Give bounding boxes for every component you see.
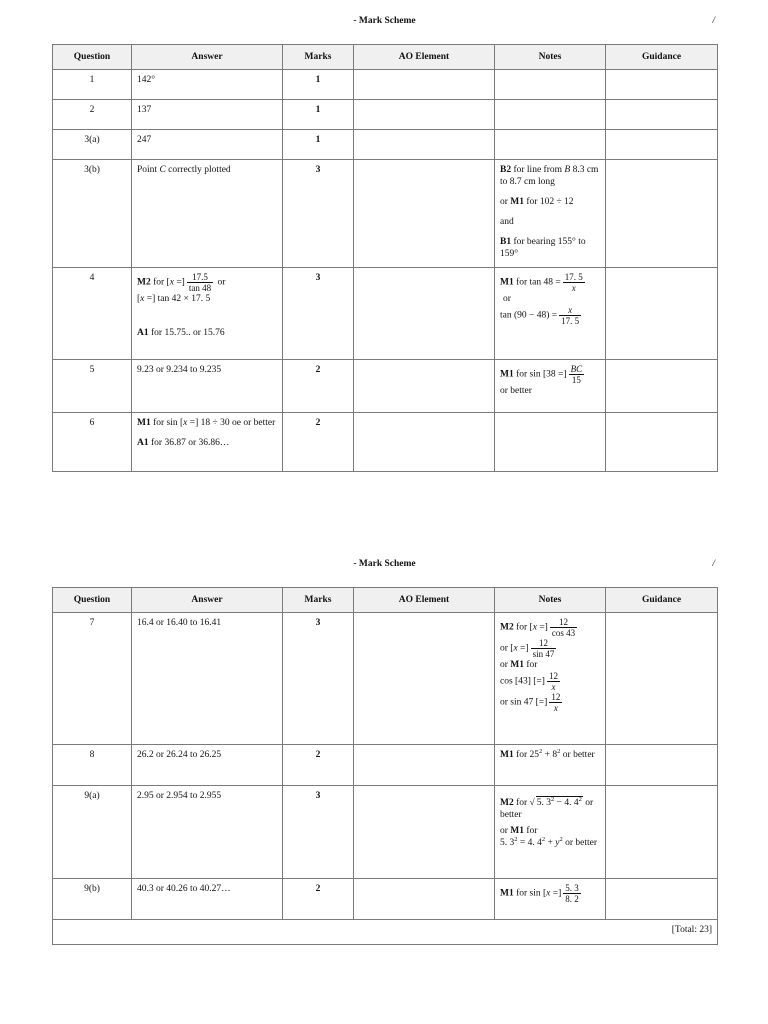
table-row: [53, 160, 718, 268]
question-cell: 3(b): [53, 160, 132, 268]
guidance-cell: [606, 160, 718, 268]
table-row: [53, 745, 718, 786]
question-cell: 7: [53, 613, 132, 745]
ao-cell: [354, 268, 495, 360]
guidance-cell: [606, 613, 718, 745]
ao-cell: [354, 100, 495, 130]
table-row: [53, 70, 718, 100]
notes-cell: M1 for tan 48 = $\frac{17. 5}{x}$ or tan (90 − 48) = $\frac{x}{17. 5}$: [495, 268, 606, 360]
col-header-marks: Marks: [283, 588, 354, 613]
marks-cell: 3: [283, 786, 354, 879]
table-row: [53, 130, 718, 160]
ao-cell: [354, 786, 495, 879]
square-root: 5. $3^2 - 4$. $4^2$: [536, 795, 582, 808]
answer-cell: 26.2 or 26.24 to 26.25: [132, 745, 283, 786]
guidance-cell: [606, 268, 718, 360]
marks-cell: 2: [283, 745, 354, 786]
notes-cell: M1 for sin [38 =] $\frac{BC}{15}$ or better: [495, 360, 606, 413]
col-header-guidance: Guidance: [606, 588, 718, 613]
page-title: - Mark Scheme: [353, 559, 416, 569]
marks-cell: 3: [283, 268, 354, 360]
question-cell: 9(b): [53, 879, 132, 920]
notes-cell: [495, 100, 606, 130]
guidance-cell: [606, 413, 718, 472]
col-header-answer: Answer: [132, 45, 283, 70]
page-number: /: [712, 559, 715, 569]
ao-cell: [354, 613, 495, 745]
marks-cell: 2: [283, 413, 354, 472]
col-header-answer: Answer: [132, 588, 283, 613]
answer-cell: 9.23 or 9.234 to 9.235: [132, 360, 283, 413]
table-header-row: [53, 45, 718, 70]
table-row: [53, 786, 718, 879]
answer-cell: 247: [132, 130, 283, 160]
answer-cell: M1 for sin [x =] 18 ÷ 30 oe or better A1 for 36.87 or 36.86…: [132, 413, 283, 472]
table-row: [53, 360, 718, 413]
fraction: $\frac{12}{\cos 43}$: [551, 617, 576, 638]
guidance-cell: [606, 786, 718, 879]
ao-cell: [354, 360, 495, 413]
question-cell: 5: [53, 360, 132, 413]
fraction: $\frac{12}{x}$: [548, 671, 558, 692]
answer-cell: M2 for [x =] $\frac{17.5}{\tan 48}$ or [x =] tan 42 × 17. 5 A1 for 15.75.. or 15.76: [132, 268, 283, 360]
ao-cell: [354, 160, 495, 268]
question-cell: 6: [53, 413, 132, 472]
table-row: [53, 879, 718, 920]
question-cell: 1: [53, 70, 132, 100]
answer-cell: 2.95 or 2.954 to 2.955: [132, 786, 283, 879]
mark-scheme-table-2: [52, 587, 718, 945]
ao-cell: [354, 70, 495, 100]
guidance-cell: [606, 879, 718, 920]
question-cell: 4: [53, 268, 132, 360]
question-cell: 9(a): [53, 786, 132, 879]
answer-cell: Point C correctly plotted: [132, 160, 283, 268]
total-row: [53, 920, 718, 945]
page-header-2: [52, 559, 717, 573]
col-header-ao-element: AO Element: [354, 588, 495, 613]
answer-cell: 142°: [132, 70, 283, 100]
question-cell: 2: [53, 100, 132, 130]
total-marks: [Total: 23]: [53, 920, 718, 945]
col-header-marks: Marks: [283, 45, 354, 70]
notes-cell: M2 for √ 5. $3^2 - 4$. $4^2$ or better or M1 for 5. $3^2 = 4$. $4^2 + y^2$ or better: [495, 786, 606, 879]
question-cell: 3(a): [53, 130, 132, 160]
notes-cell: [495, 413, 606, 472]
question-cell: 8: [53, 745, 132, 786]
ao-cell: [354, 413, 495, 472]
fraction: $\frac{5. 3}{8. 2}$: [565, 883, 579, 904]
answer-cell: 137: [132, 100, 283, 130]
fraction: $\frac{17.5}{\tan 48}$: [188, 272, 212, 293]
col-header-guidance: Guidance: [606, 45, 718, 70]
answer-cell: 16.4 or 16.40 to 16.41: [132, 613, 283, 745]
fraction: $\frac{BC}{15}$: [570, 364, 583, 385]
fraction: $\frac{17. 5}{x}$: [564, 272, 583, 293]
notes-cell: M2 for [x =] $\frac{12}{\cos 43}$ or [x =] $\frac{12}{\sin 47}$ or M1 for cos [43] [=] $\frac{12}{x}$ or sin 47 [=] $\frac{12}{x}$: [495, 613, 606, 745]
col-header-notes: Notes: [495, 588, 606, 613]
col-header-ao-element: AO Element: [354, 45, 495, 70]
marks-cell: 1: [283, 100, 354, 130]
col-header-notes: Notes: [495, 45, 606, 70]
marks-cell: 1: [283, 70, 354, 100]
marks-cell: 1: [283, 130, 354, 160]
marks-cell: 3: [283, 613, 354, 745]
table-row: [53, 268, 718, 360]
ao-cell: [354, 745, 495, 786]
guidance-cell: [606, 745, 718, 786]
page-title: - Mark Scheme: [353, 16, 416, 26]
marks-cell: 3: [283, 160, 354, 268]
col-header-question: Question: [53, 45, 132, 70]
notes-cell: B2 for line from B 8.3 cm to 8.7 cm long or M1 for 102 ÷ 12 and B1 for bearing 155° to 159°: [495, 160, 606, 268]
notes-cell: [495, 130, 606, 160]
table-header-row: [53, 588, 718, 613]
fraction: $\frac{12}{x}$: [551, 692, 561, 713]
page-header-1: [52, 16, 717, 30]
ao-cell: [354, 130, 495, 160]
mark-scheme-table-1: [52, 44, 718, 472]
marks-cell: 2: [283, 360, 354, 413]
table-row: [53, 613, 718, 745]
table-row: [53, 100, 718, 130]
guidance-cell: [606, 70, 718, 100]
notes-cell: [495, 70, 606, 100]
guidance-cell: [606, 360, 718, 413]
notes-cell: M1 for $25^2 + 8^2$ or better: [495, 745, 606, 786]
notes-cell: M1 for sin [x =] $\frac{5. 3}{8. 2}$: [495, 879, 606, 920]
page-number: /: [712, 16, 715, 26]
ao-cell: [354, 879, 495, 920]
answer-cell: 40.3 or 40.26 to 40.27…: [132, 879, 283, 920]
col-header-question: Question: [53, 588, 132, 613]
table-row: [53, 413, 718, 472]
guidance-cell: [606, 130, 718, 160]
fraction: $\frac{12}{\sin 47}$: [532, 638, 555, 659]
fraction: $\frac{x}{17. 5}$: [561, 305, 580, 326]
guidance-cell: [606, 100, 718, 130]
marks-cell: 2: [283, 879, 354, 920]
